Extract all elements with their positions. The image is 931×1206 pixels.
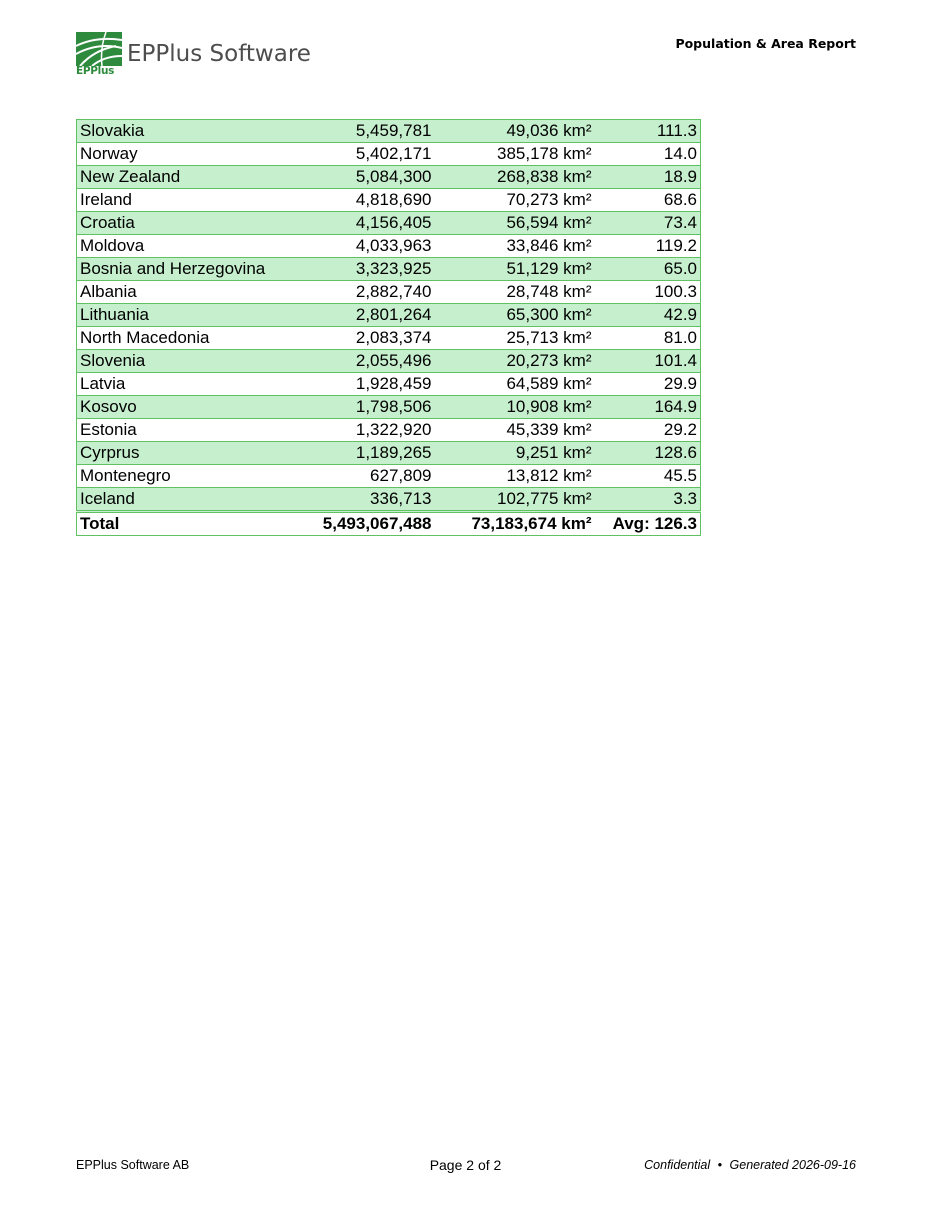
population-area-table xyxy=(76,119,701,536)
cell-population: 5,084,300 xyxy=(297,166,435,189)
footer-right xyxy=(644,1158,856,1172)
cell-population: 1,322,920 xyxy=(297,419,435,442)
cell-density: 45.5 xyxy=(595,465,701,488)
table-row xyxy=(77,373,701,396)
cell-area: 28,748 km² xyxy=(435,281,595,304)
table-row xyxy=(77,258,701,281)
cell-population: 5,402,171 xyxy=(297,143,435,166)
cell-country: Iceland xyxy=(77,488,297,512)
cell-area: 49,036 km² xyxy=(435,120,595,143)
cell-population: 2,882,740 xyxy=(297,281,435,304)
cell-density: 65.0 xyxy=(595,258,701,281)
cell-area: 102,775 km² xyxy=(435,488,595,512)
table-row xyxy=(77,235,701,258)
cell-country: Slovakia xyxy=(77,120,297,143)
cell-density: 29.9 xyxy=(595,373,701,396)
total-label: Total xyxy=(77,512,297,536)
table-row xyxy=(77,396,701,419)
cell-density: 119.2 xyxy=(595,235,701,258)
cell-country: Estonia xyxy=(77,419,297,442)
cell-density: 73.4 xyxy=(595,212,701,235)
cell-country: Moldova xyxy=(77,235,297,258)
cell-country: Kosovo xyxy=(77,396,297,419)
cell-density: 42.9 xyxy=(595,304,701,327)
cell-country: Bosnia and Herzegovina xyxy=(77,258,297,281)
table-row xyxy=(77,350,701,373)
cell-population: 1,928,459 xyxy=(297,373,435,396)
cell-area: 13,812 km² xyxy=(435,465,595,488)
footer-confidential: Confidential xyxy=(644,1158,711,1172)
cell-density: 18.9 xyxy=(595,166,701,189)
cell-density: 14.0 xyxy=(595,143,701,166)
cell-area: 33,846 km² xyxy=(435,235,595,258)
table-body xyxy=(77,120,701,536)
total-area: 73,183,674 km² xyxy=(435,512,595,536)
cell-country: Norway xyxy=(77,143,297,166)
cell-country: Lithuania xyxy=(77,304,297,327)
cell-country: Ireland xyxy=(77,189,297,212)
table-row xyxy=(77,488,701,512)
cell-density: 3.3 xyxy=(595,488,701,512)
total-density: Avg: 126.3 xyxy=(595,512,701,536)
epplus-logo-icon xyxy=(76,32,122,78)
footer-separator: • xyxy=(717,1158,723,1172)
table-row xyxy=(77,143,701,166)
cell-population: 2,055,496 xyxy=(297,350,435,373)
cell-area: 65,300 km² xyxy=(435,304,595,327)
cell-population: 1,798,506 xyxy=(297,396,435,419)
cell-area: 51,129 km² xyxy=(435,258,595,281)
footer-generated: Generated 2026-09-16 xyxy=(729,1158,856,1172)
cell-country: Croatia xyxy=(77,212,297,235)
table-row xyxy=(77,327,701,350)
cell-country: New Zealand xyxy=(77,166,297,189)
cell-density: 100.3 xyxy=(595,281,701,304)
table-row xyxy=(77,120,701,143)
cell-population: 4,818,690 xyxy=(297,189,435,212)
cell-area: 70,273 km² xyxy=(435,189,595,212)
cell-density: 128.6 xyxy=(595,442,701,465)
cell-area: 20,273 km² xyxy=(435,350,595,373)
table-row xyxy=(77,212,701,235)
cell-density: 111.3 xyxy=(595,120,701,143)
logo-small-text: EPPlus xyxy=(76,65,115,77)
table-row xyxy=(77,442,701,465)
cell-area: 64,589 km² xyxy=(435,373,595,396)
cell-area: 268,838 km² xyxy=(435,166,595,189)
footer-company: EPPlus Software AB xyxy=(76,1158,190,1172)
cell-population: 4,156,405 xyxy=(297,212,435,235)
cell-population: 2,083,374 xyxy=(297,327,435,350)
report-title: Population & Area Report xyxy=(675,36,856,51)
cell-density: 29.2 xyxy=(595,419,701,442)
cell-density: 101.4 xyxy=(595,350,701,373)
cell-area: 45,339 km² xyxy=(435,419,595,442)
cell-population: 4,033,963 xyxy=(297,235,435,258)
cell-country: Slovenia xyxy=(77,350,297,373)
cell-population: 1,189,265 xyxy=(297,442,435,465)
cell-population: 336,713 xyxy=(297,488,435,512)
table-row xyxy=(77,189,701,212)
cell-density: 81.0 xyxy=(595,327,701,350)
cell-area: 10,908 km² xyxy=(435,396,595,419)
total-population: 5,493,067,488 xyxy=(297,512,435,536)
footer-page-number: Page 2 of 2 xyxy=(429,1157,502,1173)
cell-area: 385,178 km² xyxy=(435,143,595,166)
cell-density: 164.9 xyxy=(595,396,701,419)
cell-density: 68.6 xyxy=(595,189,701,212)
cell-population: 5,459,781 xyxy=(297,120,435,143)
table-row xyxy=(77,281,701,304)
cell-population: 627,809 xyxy=(297,465,435,488)
cell-country: Montenegro xyxy=(77,465,297,488)
table-row xyxy=(77,166,701,189)
table-row xyxy=(77,465,701,488)
table-row xyxy=(77,304,701,327)
total-row xyxy=(77,512,701,536)
cell-country: Albania xyxy=(77,281,297,304)
logo-text: EPPlus Software xyxy=(127,41,311,67)
cell-country: Cyrprus xyxy=(77,442,297,465)
cell-area: 25,713 km² xyxy=(435,327,595,350)
cell-population: 3,323,925 xyxy=(297,258,435,281)
epplus-logo xyxy=(76,32,311,78)
cell-country: Latvia xyxy=(77,373,297,396)
cell-population: 2,801,264 xyxy=(297,304,435,327)
cell-country: North Macedonia xyxy=(77,327,297,350)
cell-area: 9,251 km² xyxy=(435,442,595,465)
cell-area: 56,594 km² xyxy=(435,212,595,235)
table-row xyxy=(77,419,701,442)
